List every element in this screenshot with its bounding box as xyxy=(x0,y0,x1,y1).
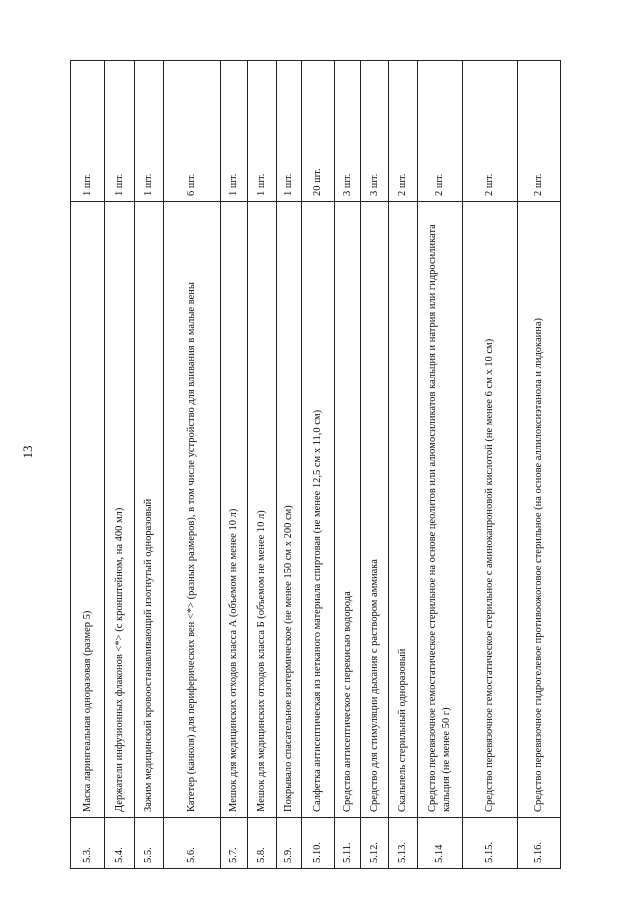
row-number-cell: 5.4. xyxy=(105,818,135,869)
table-row xyxy=(335,61,361,869)
table-row xyxy=(105,61,135,869)
quantity-cell: 3 шт. xyxy=(335,61,361,202)
item-name-cell: Катетер (канюля) для периферических вен <*> (разных размеров), в том числе устройство для вливания в малые вены xyxy=(164,202,221,818)
quantity-cell: 1 шт. xyxy=(105,61,135,202)
quantity-cell: 1 шт. xyxy=(135,61,164,202)
item-name-cell: Салфетка антисептическая из нетканого материала спиртовая (не менее 12,5 см x 11,0 см) xyxy=(302,202,335,818)
table-row xyxy=(221,61,248,869)
item-name-cell: Зажим медицинский кровоостанавливающий изогнутый одноразовый xyxy=(135,202,164,818)
quantity-cell: 2 шт. xyxy=(389,61,418,202)
row-number-cell: 5.11. xyxy=(335,818,361,869)
table-row xyxy=(389,61,418,869)
equipment-table-wrapper xyxy=(70,60,545,869)
row-number-cell: 5.13. xyxy=(389,818,418,869)
row-number-cell: 5.14 xyxy=(418,818,463,869)
item-name-cell: Скальпель стерильный одноразовый xyxy=(389,202,418,818)
row-number-cell: 5.15. xyxy=(463,818,518,869)
item-name-cell: Средство антисептическое с перекисью водорода xyxy=(335,202,361,818)
quantity-cell: 1 шт. xyxy=(248,61,277,202)
quantity-cell: 20 шт. xyxy=(302,61,335,202)
item-name-cell: Средство перевязочное гемостатическое стерильное на основе цеолитов или алюмосиликатов кальция и натрия или гидросиликата кальция (не менее 50 г) xyxy=(418,202,463,818)
table-row xyxy=(135,61,164,869)
row-number-cell: 5.5. xyxy=(135,818,164,869)
table-row xyxy=(164,61,221,869)
table-row xyxy=(518,61,561,869)
equipment-table xyxy=(70,60,561,869)
table-row xyxy=(418,61,463,869)
item-name-cell: Мешок для медицинских отходов класса Б (объемом не менее 10 л) xyxy=(248,202,277,818)
item-name-cell: Средство перевязочное гемостатическое стерильное с аминокапроновой кислотой (не менее 6 см x 10 см) xyxy=(463,202,518,818)
item-name-cell: Маска ларингеальная одноразовая (размер 5) xyxy=(71,202,105,818)
table-row xyxy=(361,61,389,869)
row-number-cell: 5.7. xyxy=(221,818,248,869)
row-number-cell: 5.8. xyxy=(248,818,277,869)
table-row xyxy=(248,61,277,869)
row-number-cell: 5.10. xyxy=(302,818,335,869)
table-row xyxy=(302,61,335,869)
page-number: 13 xyxy=(20,445,35,459)
row-number-cell: 5.16. xyxy=(518,818,561,869)
row-number-cell: 5.9. xyxy=(277,818,302,869)
row-number-cell: 5.6. xyxy=(164,818,221,869)
quantity-cell: 2 шт. xyxy=(518,61,561,202)
quantity-cell: 6 шт. xyxy=(164,61,221,202)
table-row xyxy=(277,61,302,869)
table-body xyxy=(71,61,561,869)
quantity-cell: 1 шт. xyxy=(71,61,105,202)
quantity-cell: 1 шт. xyxy=(221,61,248,202)
table-row xyxy=(71,61,105,869)
row-number-cell: 5.3. xyxy=(71,818,105,869)
quantity-cell: 1 шт. xyxy=(277,61,302,202)
table-row xyxy=(463,61,518,869)
quantity-cell: 3 шт. xyxy=(361,61,389,202)
quantity-cell: 2 шт. xyxy=(463,61,518,202)
item-name-cell: Мешок для медицинских отходов класса А (объемом не менее 10 л) xyxy=(221,202,248,818)
row-number-cell: 5.12. xyxy=(361,818,389,869)
item-name-cell: Средство для стимуляции дыхания с раствором аммиака xyxy=(361,202,389,818)
item-name-cell: Держатели инфузионных флаконов <*> (с кронштейном, на 400 мл) xyxy=(105,202,135,818)
item-name-cell: Средство перевязочное гидрогелевое противоожоговое стерильное (на основе аллилоксиэтанола и лидокаина) xyxy=(518,202,561,818)
item-name-cell: Покрывало спасательное изотермическое (не менее 150 см x 200 см) xyxy=(277,202,302,818)
quantity-cell: 2 шт. xyxy=(418,61,463,202)
